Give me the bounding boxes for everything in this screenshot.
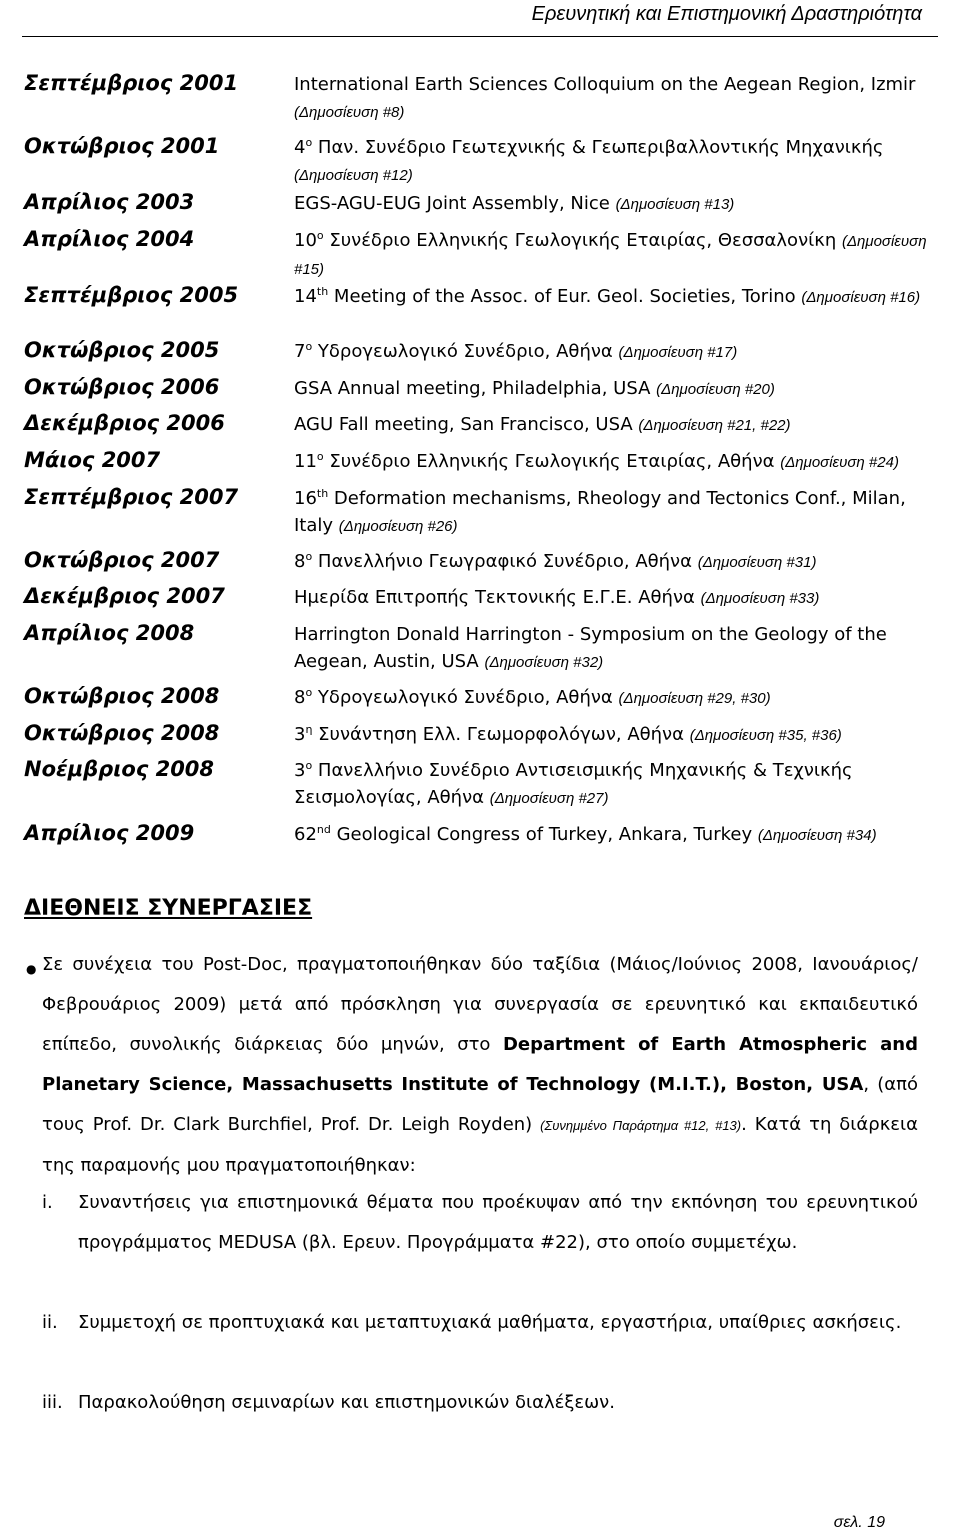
- ordinal-number: 11: [294, 451, 317, 472]
- entry-description: [294, 485, 936, 540]
- ordinal-number: 10: [294, 230, 317, 251]
- event-name: Πανελλήνιο Γεωγραφικό Συνέδριο, Αθήνα: [312, 551, 692, 572]
- entry-description: [294, 584, 936, 612]
- ordinal-number: 8: [294, 551, 306, 572]
- publication-reference: (Δημοσίευση #33): [700, 590, 820, 607]
- list-item: [42, 1383, 918, 1423]
- event-name: Συνέδριο Ελληνικής Γεωλογικής Εταιρίας, Θεσσαλονίκη: [323, 230, 837, 251]
- list-item-text: Παρακολούθηση σεμιναρίων και επιστημονικών διαλέξεων.: [78, 1392, 615, 1413]
- entry-description: [294, 71, 936, 126]
- entry-description: [294, 338, 936, 366]
- entry-date: Οκτώβριος 2008: [24, 721, 220, 745]
- entry-date: Μάιος 2007: [24, 448, 161, 472]
- ordinal-number: 3: [294, 760, 306, 781]
- ordinal-number: 8: [294, 687, 306, 708]
- ordinal-number: 4: [294, 137, 306, 158]
- ordinal-suffix: ο: [316, 450, 324, 463]
- publication-reference: (Δημοσίευση #31): [697, 554, 817, 571]
- institution-name: Department of Earth Atmospheric and Planetary Science, Massachusetts Institute of Technology (M.I.T.), Boston, USA: [42, 1034, 919, 1095]
- ordinal-suffix: th: [316, 285, 329, 298]
- list-item: [42, 1183, 918, 1263]
- list-item-text: Συναντήσεις για επιστημονικά θέματα που προέκυψαν από την εκπόνηση του ερευνητικού προγράμματος MEDUSA (βλ. Ερευν. Προγράμματα #22), στο οποίο συμμετέχω.: [78, 1192, 918, 1253]
- entry-date: Οκτώβριος 2005: [24, 338, 220, 362]
- ordinal-suffix: η: [305, 723, 313, 736]
- entry-description: [294, 227, 936, 283]
- entry-description: [294, 621, 936, 676]
- entry-description: [294, 411, 936, 439]
- event-name: Harrington Donald Harrington - Symposium on the Geology of the Aegean, Austin, USA: [294, 624, 887, 672]
- entry-description: [294, 190, 936, 218]
- event-name: GSA Annual meeting, Philadelphia, USA: [294, 378, 651, 399]
- event-name: EGS-AGU-EUG Joint Assembly, Nice: [294, 193, 610, 214]
- event-name: Υδρογεωλογικό Συνέδριο, Αθήνα: [312, 687, 613, 708]
- page-number: σελ. 19: [833, 1514, 885, 1531]
- entry-description: [294, 134, 936, 189]
- entry-date: Απρίλιος 2003: [24, 190, 195, 214]
- ordinal-number: 16: [294, 488, 317, 509]
- entry-date: Απρίλιος 2004: [24, 227, 195, 251]
- event-name: Συνέδριο Ελληνικής Γεωλογικής Εταιρίας, Αθήνα: [323, 451, 775, 472]
- list-item-text: Συμμετοχή σε προπτυχιακά και μεταπτυχιακά μαθήματα, εργαστήρια, υπαίθριες ασκήσεις.: [78, 1312, 902, 1333]
- entry-description: [294, 757, 936, 812]
- bullet-icon: ●: [26, 962, 37, 976]
- entry-description: [294, 375, 936, 403]
- entry-description: [294, 548, 936, 576]
- event-name: Ημερίδα Επιτροπής Τεκτονικής Ε.Γ.Ε. Αθήνα: [294, 587, 695, 608]
- list-item-number: i.: [42, 1192, 53, 1213]
- appendix-reference: (Συνημμένο Παράρτημα #12, #13): [540, 1118, 742, 1133]
- publication-reference: (Δημοσίευση #34): [757, 827, 877, 844]
- entry-description: [294, 684, 936, 712]
- event-name: AGU Fall meeting, San Francisco, USA: [294, 414, 633, 435]
- publication-reference: (Δημοσίευση #12): [294, 167, 413, 184]
- entry-date: Οκτώβριος 2008: [24, 684, 220, 708]
- publication-reference: (Δημοσίευση #16): [801, 289, 921, 306]
- ordinal-suffix: ο: [305, 686, 313, 699]
- section-title: ΔΙΕΘΝΕΙΣ ΣΥΝΕΡΓΑΣΙΕΣ: [24, 896, 313, 921]
- list-item: [42, 1303, 918, 1343]
- publication-reference: (Δημοσίευση #27): [489, 790, 609, 807]
- entry-date: Δεκέμβριος 2007: [24, 584, 225, 608]
- ordinal-number: 7: [294, 341, 306, 362]
- paragraph-text-2: , (από τους Prof. Dr. Clark Burchfiel, Prof. Dr. Leigh Royden): [42, 1074, 918, 1135]
- ordinal-suffix: ο: [305, 136, 313, 149]
- running-header: Ερευνητική και Επιστημονική Δραστηριότητα: [531, 3, 922, 25]
- publication-reference: (Δημοσίευση #32): [484, 654, 604, 671]
- list-item-number: ii.: [42, 1312, 58, 1333]
- publication-reference: (Δημοσίευση #35, #36): [689, 727, 842, 744]
- entry-description: [294, 821, 936, 849]
- event-name: Παν. Συνέδριο Γεωτεχνικής & Γεωπεριβαλλοντικής Μηχανικής: [312, 137, 884, 158]
- header-rule: [22, 36, 938, 37]
- event-name: Geological Congress of Turkey, Ankara, Turkey: [330, 824, 753, 845]
- entry-date: Απρίλιος 2009: [24, 821, 195, 845]
- entry-date: Οκτώβριος 2007: [24, 548, 220, 572]
- ordinal-number: 14: [294, 286, 317, 307]
- entry-date: Σεπτέμβριος 2001: [24, 71, 239, 95]
- ordinal-suffix: th: [316, 487, 329, 500]
- entry-date: Οκτώβριος 2001: [24, 134, 220, 158]
- publication-reference: (Δημοσίευση #13): [615, 196, 735, 213]
- entry-date: Οκτώβριος 2006: [24, 375, 220, 399]
- entry-date: Νοέμβριος 2008: [24, 757, 215, 781]
- event-name: Συνάντηση Ελλ. Γεωμορφολόγων, Αθήνα: [312, 724, 684, 745]
- cooperation-paragraph: [42, 945, 918, 1186]
- ordinal-number: 3: [294, 724, 306, 745]
- list-item-number: iii.: [42, 1392, 63, 1413]
- publication-reference: (Δημοσίευση #21, #22): [638, 417, 791, 434]
- entry-description: [294, 721, 936, 749]
- event-name: Meeting of the Assoc. of Eur. Geol. Societies, Torino: [328, 286, 796, 307]
- event-name: Πανελλήνιο Συνέδριο Αντισεισμικής Μηχανικής & Τεχνικής Σεισμολογίας, Αθήνα: [294, 760, 853, 808]
- publication-reference: (Δημοσίευση #26): [338, 518, 458, 535]
- event-name: Deformation mechanisms, Rheology and Tectonics Conf., Milan, Italy: [294, 488, 906, 536]
- paragraph-text-1: Σε συνέχεια του Post-Doc, πραγματοποιήθηκαν δύο ταξίδια (Μάιος/Ιούνιος 2008, Ιανουάριος/Φεβρουάριος 2009) μετά από πρόσκληση για συνεργασία σε ερευνητικό και εκπαιδευτικό επίπεδο, συνολικής διάρκειας δύο μηνών, στο: [42, 954, 918, 1055]
- ordinal-suffix: ο: [316, 229, 324, 242]
- ordinal-number: 62: [294, 824, 317, 845]
- entry-date: Σεπτέμβριος 2007: [24, 485, 239, 509]
- publication-reference: (Δημοσίευση #8): [294, 104, 405, 121]
- entry-description: [294, 283, 936, 311]
- ordinal-suffix: ο: [305, 759, 313, 772]
- publication-reference: (Δημοσίευση #24): [780, 454, 899, 471]
- event-name: International Earth Sciences Colloquium on the Aegean Region, Izmir: [294, 74, 916, 95]
- ordinal-suffix: ο: [305, 550, 313, 563]
- entry-date: Δεκέμβριος 2006: [24, 411, 225, 435]
- publication-reference: (Δημοσίευση #15): [294, 233, 927, 278]
- ordinal-suffix: nd: [316, 823, 331, 836]
- entry-date: Απρίλιος 2008: [24, 621, 195, 645]
- entry-description: [294, 448, 936, 476]
- event-name: Υδρογεωλογικό Συνέδριο, Αθήνα: [312, 341, 613, 362]
- entry-date: Σεπτέμβριος 2005: [24, 283, 239, 307]
- publication-reference: (Δημοσίευση #20): [656, 381, 775, 398]
- publication-reference: (Δημοσίευση #17): [618, 344, 738, 361]
- paragraph-text-3: . Κατά τη διάρκεια της παραμονής μου πραγματοποιήθηκαν:: [42, 1114, 918, 1176]
- ordinal-suffix: ο: [305, 340, 313, 353]
- publication-reference: (Δημοσίευση #29, #30): [618, 690, 771, 707]
